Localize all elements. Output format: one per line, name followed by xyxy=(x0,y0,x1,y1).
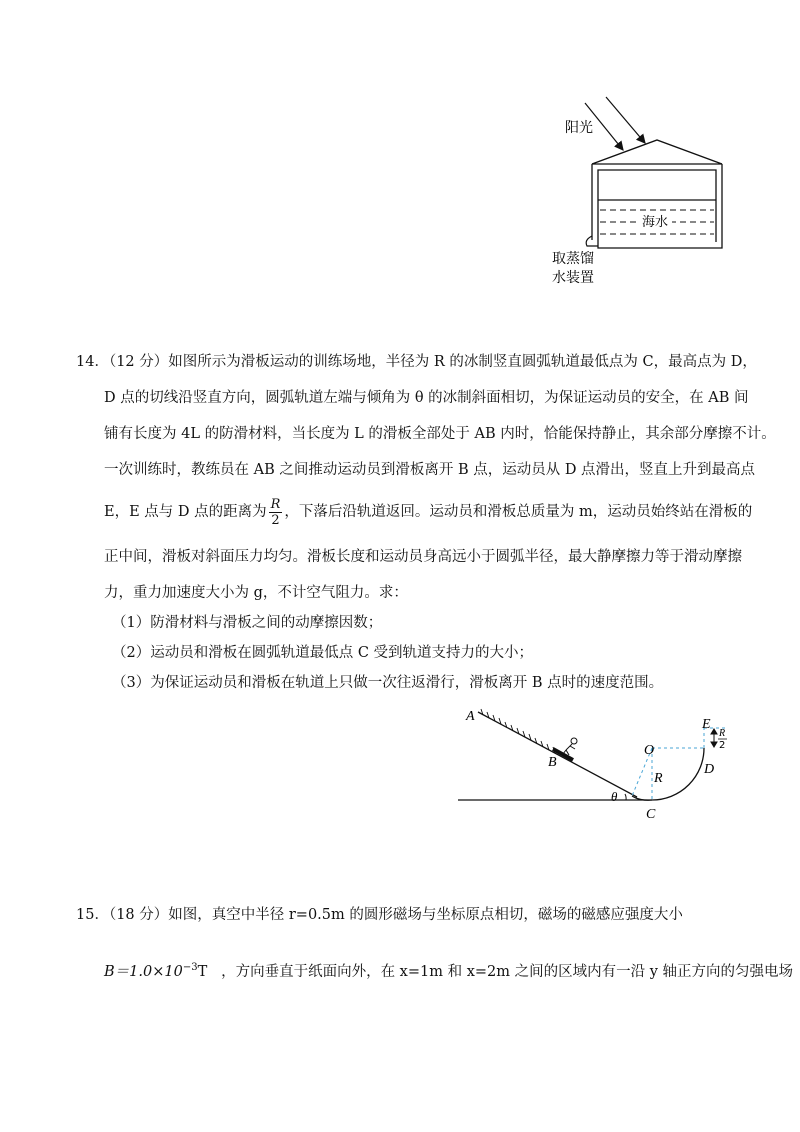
q14-line-6: 正中间，滑板对斜面压力均匀。滑板长度和运动员身高远小于圆弧半径，最大静摩擦力等于滑动摩擦 xyxy=(104,549,742,565)
q15-line-1: 15．（18 分）如图，真空中半径 r=0.5m 的圆形磁场与坐标原点相切，磁场的磁感应强度大小 xyxy=(76,907,683,923)
half-radius-den: 2 xyxy=(719,740,726,751)
field-strength-exponent: −3 xyxy=(182,962,198,973)
radius-label: R xyxy=(654,771,663,786)
q14-subquestion-1: （1）防滑材料与滑板之间的动摩擦因数； xyxy=(112,615,383,631)
point-d-label: D xyxy=(704,762,715,777)
outlet-label-1: 取蒸馏 xyxy=(552,251,594,267)
q14-line-2: D 点的切线沿竖直方向，圆弧轨道左端与倾角为 θ 的冰制斜面相切，为保证运动员的安全，在 AB 间 xyxy=(104,390,749,406)
field-strength: B＝1.0×10 xyxy=(104,963,183,980)
q15-line-2 xyxy=(104,958,793,982)
ice-incline xyxy=(478,712,637,797)
seawater-label: 海水 xyxy=(642,215,669,230)
still-container xyxy=(592,164,722,248)
height-marker xyxy=(711,729,717,747)
center-o-label: O xyxy=(644,743,655,758)
solar-still-figure xyxy=(0,0,800,300)
point-e-label: E xyxy=(702,717,711,732)
q15-line-2b: ，方向垂直于纸面向外，在 x=1m 和 x=2m 之间的区域内有一沿 y 轴正方向的匀强电场 xyxy=(221,963,794,980)
q14-subquestion-3: （3）为保证运动员和滑板在轨道上只做一次往返滑行，滑板离开 B 点时的速度范围。 xyxy=(112,675,664,691)
q14-line-5a: E，E 点与 D 点的距离为 xyxy=(104,504,267,520)
angle-arc xyxy=(625,794,626,800)
half-radius-num: R xyxy=(719,728,726,739)
circular-arc-track xyxy=(632,748,704,800)
outlet-label-2: 水装置 xyxy=(552,270,594,286)
point-b-label: B xyxy=(548,755,557,770)
q14-subquestion-2: （2）运动员和滑板在圆弧轨道最低点 C 受到轨道支持力的大小； xyxy=(112,645,534,661)
point-c-label: C xyxy=(646,807,656,822)
field-strength-unit: T xyxy=(197,963,208,980)
still-roof xyxy=(592,140,722,164)
anti-slip-material xyxy=(481,709,555,753)
q14-line-5b: ，下落后沿轨道返回。运动员和滑板总质量为 m，运动员始终站在滑板的 xyxy=(284,504,753,520)
q14-line-4: 一次训练时，教练员在 AB 之间推动运动员到滑板离开 B 点，运动员从 D 点滑出，竖直上升到最高点 xyxy=(104,462,756,478)
q14-line-3: 铺有长度为 4L 的防滑材料，当长度为 L 的滑板全部处于 AB 内时，恰能保持静止，其余部分摩擦不计。 xyxy=(104,426,776,442)
q14-line-1: 14．（12 分）如图所示为滑板运动的训练场地，半径为 R 的冰制竖直圆弧轨道最低点为 C，最高点为 D， xyxy=(76,354,757,370)
distance-fraction: $\frac{R}{2}$ xyxy=(270,496,281,528)
sunlight-label: 阳光 xyxy=(565,120,593,136)
theta-label: θ xyxy=(611,789,618,804)
q14-line-5 xyxy=(104,494,752,530)
track-figure xyxy=(0,700,800,860)
q14-line-7: 力，重力加速度大小为 g，不计空气阻力。求： xyxy=(104,585,408,601)
point-a-label: A xyxy=(466,709,475,724)
skater-icon xyxy=(563,738,577,755)
